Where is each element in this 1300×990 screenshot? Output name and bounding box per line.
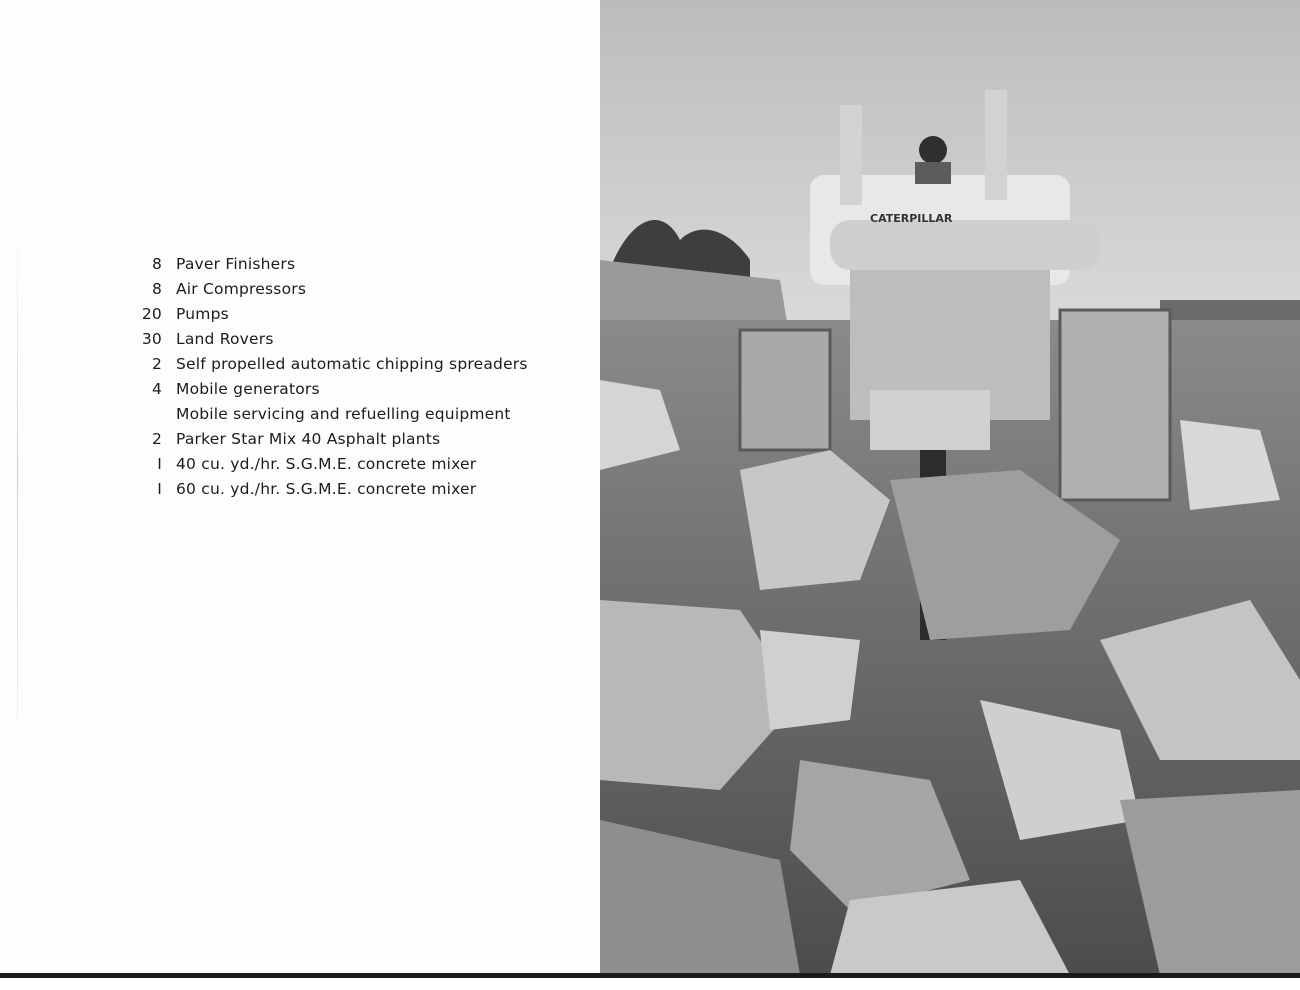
equipment-description: Mobile servicing and refuelling equipment	[176, 405, 511, 423]
equipment-item	[132, 477, 528, 502]
equipment-quantity: 4	[151, 380, 162, 398]
ripper-beam	[870, 390, 990, 450]
equipment-quantity: 30	[141, 330, 162, 348]
equipment-quantity: 20	[141, 305, 162, 323]
exhaust-stack	[840, 105, 862, 205]
equipment-item	[132, 277, 528, 302]
equipment-item	[132, 427, 528, 452]
equipment-item	[132, 377, 528, 402]
equipment-list	[132, 252, 528, 502]
equipment-item	[132, 452, 528, 477]
bulldozer-photograph	[600, 0, 1300, 975]
left-page	[0, 0, 600, 975]
machine-brand-text: CATERPILLAR	[870, 212, 953, 225]
equipment-item	[132, 402, 528, 427]
operator-body	[915, 162, 951, 184]
equipment-description: 60 cu. yd./hr. S.G.M.E. concrete mixer	[176, 480, 477, 498]
operator	[919, 136, 947, 164]
equipment-description: Self propelled automatic chipping spreaders	[176, 355, 528, 373]
hydraulic-frame	[830, 220, 1100, 270]
right-track	[1060, 310, 1170, 500]
equipment-quantity: 8	[151, 280, 162, 298]
equipment-quantity: 8	[151, 255, 162, 273]
photo-illustration	[600, 0, 1300, 975]
equipment-description: Land Rovers	[176, 330, 274, 348]
equipment-description: Mobile generators	[176, 380, 320, 398]
equipment-item	[132, 327, 528, 352]
equipment-description: Air Compressors	[176, 280, 307, 298]
rock	[760, 630, 860, 730]
equipment-item	[132, 302, 528, 327]
equipment-description: 40 cu. yd./hr. S.G.M.E. concrete mixer	[176, 455, 477, 473]
equipment-description: Pumps	[176, 305, 229, 323]
page-binding-shadow	[17, 220, 18, 720]
equipment-quantity: I	[157, 455, 162, 473]
equipment-quantity: 2	[151, 355, 162, 373]
equipment-description: Parker Star Mix 40 Asphalt plants	[176, 430, 441, 448]
equipment-quantity: 2	[151, 430, 162, 448]
equipment-item	[132, 252, 528, 277]
page-bottom-margin	[0, 978, 1300, 990]
equipment-description: Paver Finishers	[176, 255, 296, 273]
equipment-item	[132, 352, 528, 377]
left-track	[740, 330, 830, 450]
equipment-quantity: I	[157, 480, 162, 498]
exhaust-stack	[985, 90, 1007, 200]
